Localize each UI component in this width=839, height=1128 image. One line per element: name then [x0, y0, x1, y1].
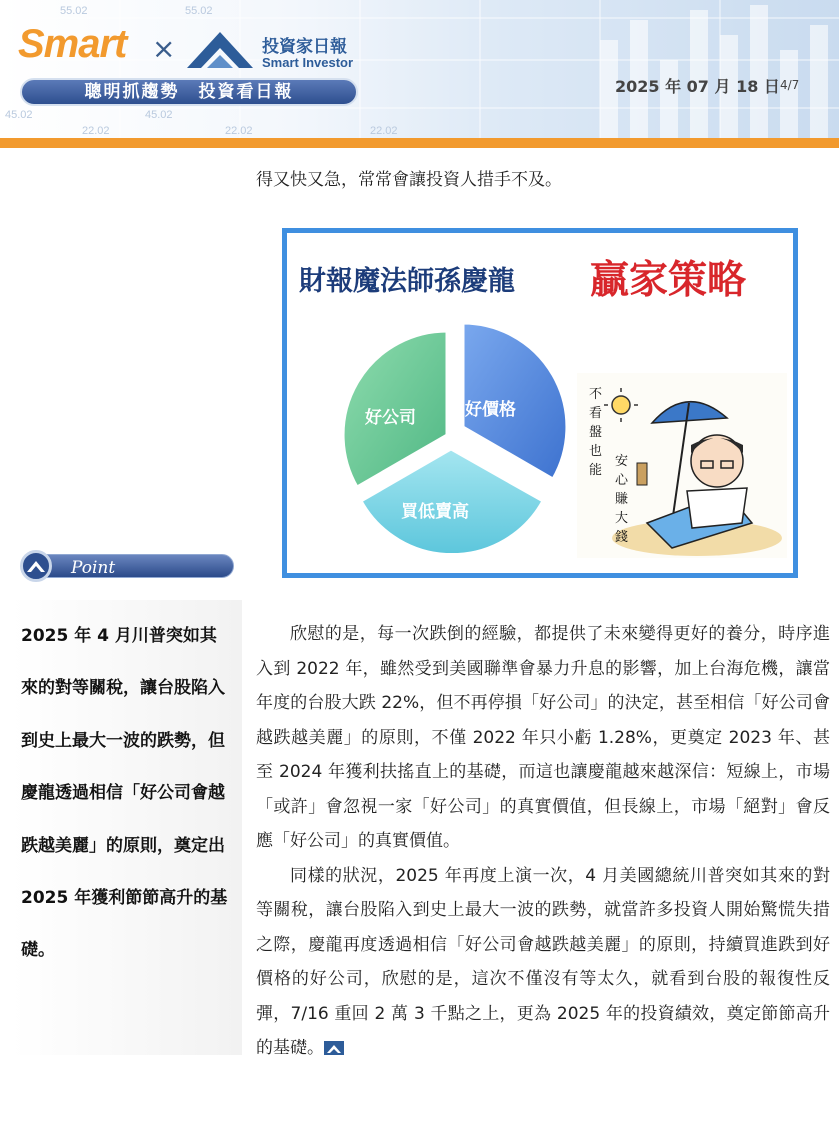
brand-english: Smart Investor: [262, 55, 354, 70]
caption-right-char: 大: [615, 511, 629, 526]
point-label: Point: [71, 558, 116, 578]
caption-right-char: 心: [615, 473, 629, 488]
point-badge: [20, 550, 234, 584]
caption-left-char: 看: [589, 406, 603, 421]
smart-investor-logo-icon: [185, 28, 255, 70]
figure-title-highlight: 贏家策略: [590, 258, 747, 303]
strategy-figure: [282, 228, 798, 578]
pie-label-buy-low-sell-high: 買低賣高: [401, 502, 469, 522]
smart-logo: Smart: [18, 22, 127, 66]
issue-date: 2025 年 07 月 18 日: [615, 77, 780, 96]
paragraph-continuation: 得又快又急，常常會讓投資人措手不及。: [256, 170, 562, 190]
bg-number: 22.02: [225, 125, 253, 137]
pie-label-good-company: 好公司: [365, 408, 416, 428]
figure-title: 財報魔法師孫慶龍: [299, 266, 515, 297]
point-pill: [30, 554, 234, 578]
caption-right-char: 賺: [615, 492, 629, 507]
page-number: 4/7: [780, 78, 800, 92]
point-summary: 2025 年 4 月川普突如其來的對等關稅，讓台股陷入到史上最大一波的跌勢，但慶龍透過相信「好公司會越跌越美麗」的原則，奠定出 2025 年獲利節節高升的基礎。: [21, 626, 228, 961]
article-paragraph-final: [256, 859, 830, 1066]
caption-right-char: 安: [615, 454, 629, 469]
page-header: [0, 0, 839, 140]
bg-number: 55.02: [60, 5, 88, 17]
pie-label-good-price: 好價格: [465, 400, 516, 420]
brand-chinese: 投資家日報: [262, 37, 347, 57]
end-mark-icon: [324, 1041, 344, 1055]
caption-left-char: 也: [589, 444, 603, 459]
brand-separator: ×: [152, 32, 176, 65]
slogan-banner: 聰明抓趨勢 投資看日報: [20, 78, 358, 106]
bg-number: 22.02: [82, 125, 110, 137]
bg-number: 45.02: [145, 109, 173, 121]
article-paragraph: 欣慰的是，每一次跌倒的經驗，都提供了未來變得更好的養分，時序進入到 2022 年，雖然受到美國聯準會暴力升息的影響，加上台海危機，讓當年度的台股大跌 22%，但不再停損「好公司」的決定，甚至相信「好公司會越跌越美麗」的原則，不僅 2022 年只小虧 1.28%，更奠定 2023 年、甚至 2024 年獲利扶搖直上的基礎，而這也讓慶龍越來越深信：短線上，市場「或許」會忽視一家「好公司」的真實價值，但長線上，市場「絕對」會反應「好公司」的真實價值。: [256, 624, 830, 851]
caption-left-char: 不: [589, 387, 603, 402]
bg-number: 45.02: [5, 109, 33, 121]
caption-left-char: 能: [589, 463, 603, 478]
caption-right-char: 錢: [615, 530, 629, 545]
bg-number: 55.02: [185, 5, 213, 17]
bg-number: 22.02: [370, 125, 398, 137]
relaxing-investor-illustration: [577, 373, 787, 558]
point-logo-icon: [20, 550, 52, 582]
article-paragraph-text: 同樣的狀況，2025 年再度上演一次，4 月美國總統川普突如其來的對等關稅，讓台股陷入到史上最大一波的跌勢，就當許多投資人開始驚慌失措之際，慶龍再度透過相信「好公司會越跌越美麗」的原則，持續買進跌到好價格的好公司，欣慰的是，這次不僅沒有等太久，就看到台股的報復性反彈，7/16 重回 2 萬 3 千點之上，更為 2025 年的投資績效，奠定節節高升的基礎。: [256, 865, 830, 1058]
sun-icon: [612, 396, 630, 414]
header-divider: [0, 138, 839, 148]
caption-left-char: 盤: [589, 425, 603, 440]
header-background-chart: [0, 0, 839, 140]
article-body: [256, 617, 830, 1066]
